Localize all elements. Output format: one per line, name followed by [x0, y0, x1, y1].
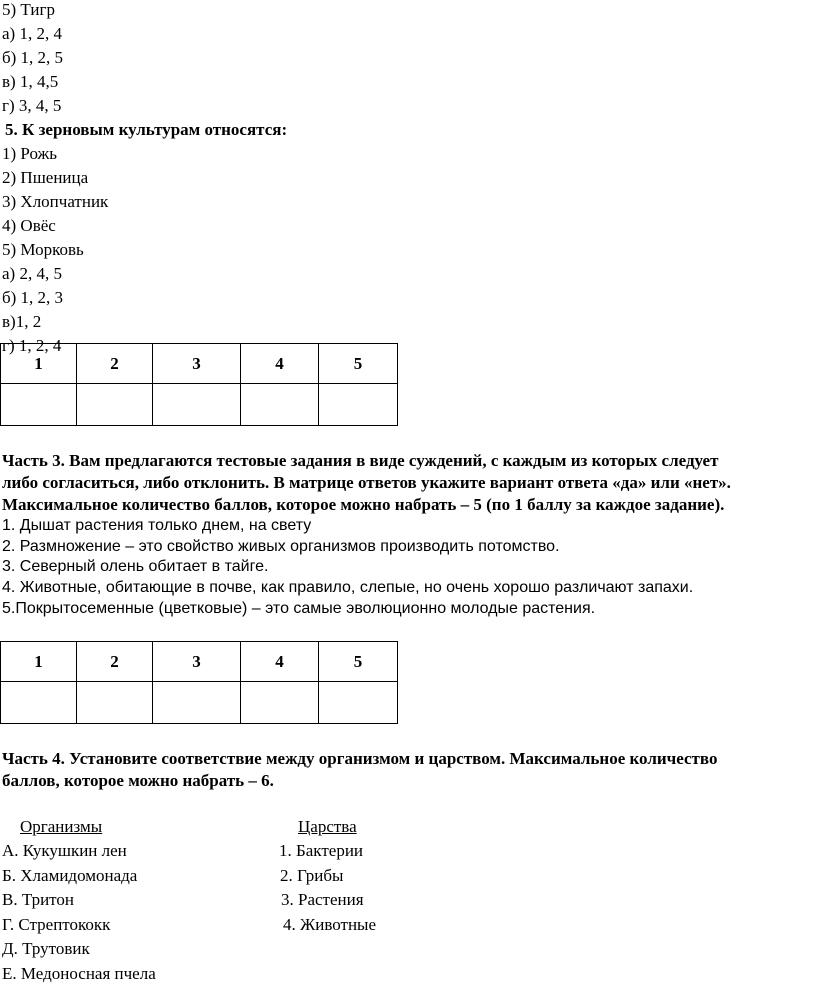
option-line: 3) Хлопчатник [2, 192, 109, 211]
organism-item: Б. Хламидомонада [2, 866, 138, 885]
option-line: 5) Морковь [2, 240, 84, 259]
answer-cell[interactable] [153, 682, 241, 724]
kingdom-item: 3. Растения [281, 890, 364, 909]
answer-cell[interactable] [241, 384, 319, 426]
answer-table-2 [0, 641, 398, 724]
option-line: б) 1, 2, 3 [2, 288, 64, 307]
table-header-cell: 4 [241, 642, 319, 682]
answer-cell[interactable] [319, 384, 398, 426]
kingdom-item: 2. Грибы [280, 866, 344, 885]
option-line: в) 1, 4,5 [2, 72, 59, 91]
organism-item: Д. Трутовик [2, 939, 90, 958]
option-line: 1) Рожь [2, 144, 58, 163]
option-line: 4) Овёс [2, 216, 56, 235]
table-header-cell: 3 [153, 344, 241, 384]
statement: 4. Животные, обитающие в почве, как правило, слепые, но очень хорошо различают запахи. [2, 579, 694, 596]
option-line: а) 1, 2, 4 [2, 24, 62, 43]
table-header-cell: 5 [319, 344, 398, 384]
option-line: б) 1, 2, 5 [2, 48, 64, 67]
table-header-cell: 5 [319, 642, 398, 682]
organisms-header: Организмы [20, 817, 103, 836]
statement: 5.Покрытосеменные (цветковые) – это самые эволюционно молодые растения. [2, 600, 596, 617]
question-5-title: 5. К зерновым культурам относятся: [5, 120, 288, 139]
part-4-intro: баллов, которое можно набрать – 6. [2, 771, 274, 790]
statement: 3. Северный олень обитает в тайге. [2, 558, 269, 575]
kingdoms-header: Царства [298, 817, 357, 836]
table-header-cell: 4 [241, 344, 319, 384]
answer-table-1 [0, 343, 398, 426]
organism-item: Г. Стрептококк [2, 915, 111, 934]
part-3-intro: Часть 3. Вам предлагаются тестовые задания в виде суждений, с каждым из которых следует [2, 451, 719, 470]
answer-cell[interactable] [1, 384, 77, 426]
option-line: а) 2, 4, 5 [2, 264, 62, 283]
option-line: 5) Тигр [2, 0, 55, 19]
table-header-cell: 1 [1, 344, 77, 384]
answer-cell[interactable] [77, 384, 153, 426]
part-3-intro: Максимальное количество баллов, которое можно набрать – 5 (по 1 баллу за каждое задание). [2, 495, 725, 514]
table-header-cell: 2 [77, 642, 153, 682]
organism-item: А. Кукушкин лен [2, 841, 127, 860]
part-3-intro: либо согласиться, либо отклонить. В матрице ответов укажите вариант ответа «да» или «нет». [2, 473, 731, 492]
table-header-cell: 3 [153, 642, 241, 682]
kingdom-item: 1. Бактерии [279, 841, 364, 860]
answer-cell[interactable] [1, 682, 77, 724]
answer-cell[interactable] [153, 384, 241, 426]
option-line: г) 3, 4, 5 [2, 96, 62, 115]
answer-cell[interactable] [319, 682, 398, 724]
statement: 1. Дышат растения только днем, на свету [2, 517, 312, 534]
option-line: 2) Пшеница [2, 168, 89, 187]
statement: 2. Размножение – это свойство живых организмов производить потомство. [2, 538, 560, 555]
option-line: в)1, 2 [2, 312, 42, 331]
organism-item: В. Тритон [2, 890, 74, 909]
kingdom-item: 4. Животные [283, 915, 377, 934]
answer-cell[interactable] [241, 682, 319, 724]
table-header-cell: 2 [77, 344, 153, 384]
table-header-cell: 1 [1, 642, 77, 682]
option-line: г) 1, 2, 4 [2, 336, 62, 355]
answer-cell[interactable] [77, 682, 153, 724]
part-4-intro: Часть 4. Установите соответствие между организмом и царством. Максимальное количество [2, 749, 718, 768]
organism-item: Е. Медоносная пчела [2, 964, 156, 983]
